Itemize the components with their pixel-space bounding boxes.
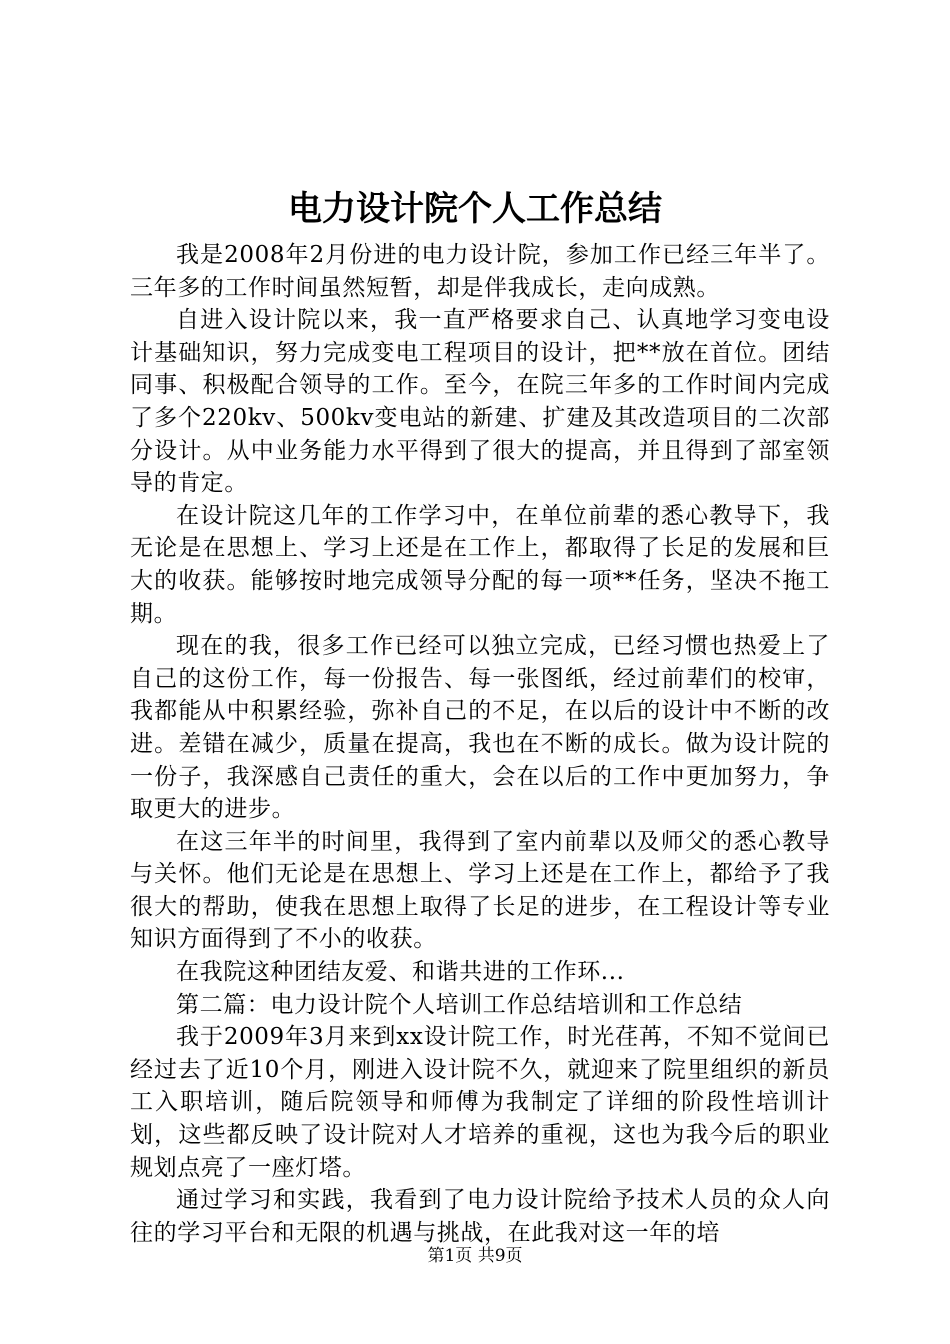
paragraph: 自进入设计院以来，我一直严格要求自己、认真地学习变电设计基础知识，努力完成变电工程项目的设计，把**放在首位。团结同事、积极配合领导的工作。至今，在院三年多的工作时间内完成了多个220kv、500kv变电站的新建、扩建及其改造项目的二次部分设计。从中业务能力水平得到了很大的提高，并且得到了部室领导的肯定。: [130, 307, 830, 497]
paragraph: 在我院这种团结友爱、和谐共进的工作环...: [176, 959, 625, 986]
section-heading: 第二篇：电力设计院个人培训工作总结培训和工作总结: [176, 991, 743, 1018]
paragraph: 我是2008年2月份进的电力设计院，参加工作已经三年半了。三年多的工作时间虽然短暂，却是伴我成长，走向成熟。: [130, 242, 830, 301]
paragraph: 我于2009年3月来到xx设计院工作，时光荏苒，不知不觉间已经过去了近10个月，刚进入设计院不久，就迎来了院里组织的新员工入职培训，随后院领导和师傅为我制定了详细的阶段性培训计划，这些都反映了设计院对人才培养的重视，这也为我今后的职业规划点亮了一座灯塔。: [130, 1024, 830, 1181]
paragraph: 现在的我，很多工作已经可以独立完成，已经习惯也热爱上了自己的这份工作，每一份报告、每一张图纸，经过前辈们的校审，我都能从中积累经验，弥补自己的不足，在以后的设计中不断的改进。差错在减少，质量在提高，我也在不断的成长。做为设计院的一份子，我深感自己责任的重大，会在以后的工作中更加努力，争取更大的进步。: [130, 633, 830, 823]
paragraph: 在设计院这几年的工作学习中，在单位前辈的悉心教导下，我无论是在思想上、学习上还是在工作上，都取得了长足的发展和巨大的收获。能够按时地完成领导分配的每一项**任务，坚决不拖工期。: [130, 502, 830, 627]
paragraph: 通过学习和实践，我看到了电力设计院给予技术人员的众人向往的学习平台和无限的机遇与挑战，在此我对这一年的培: [130, 1187, 830, 1246]
paragraph: 在这三年半的时间里，我得到了室内前辈以及师父的悉心教导与关怀。他们无论是在思想上、学习上还是在工作上，都给予了我很大的帮助，使我在思想上取得了长足的进步，在工程设计等专业知识方面得到了不小的收获。: [130, 828, 830, 953]
document-body: [130, 239, 830, 1249]
page-number-footer: 第1页 共9页: [427, 1246, 523, 1266]
document-title: 电力设计院个人工作总结: [288, 189, 662, 229]
